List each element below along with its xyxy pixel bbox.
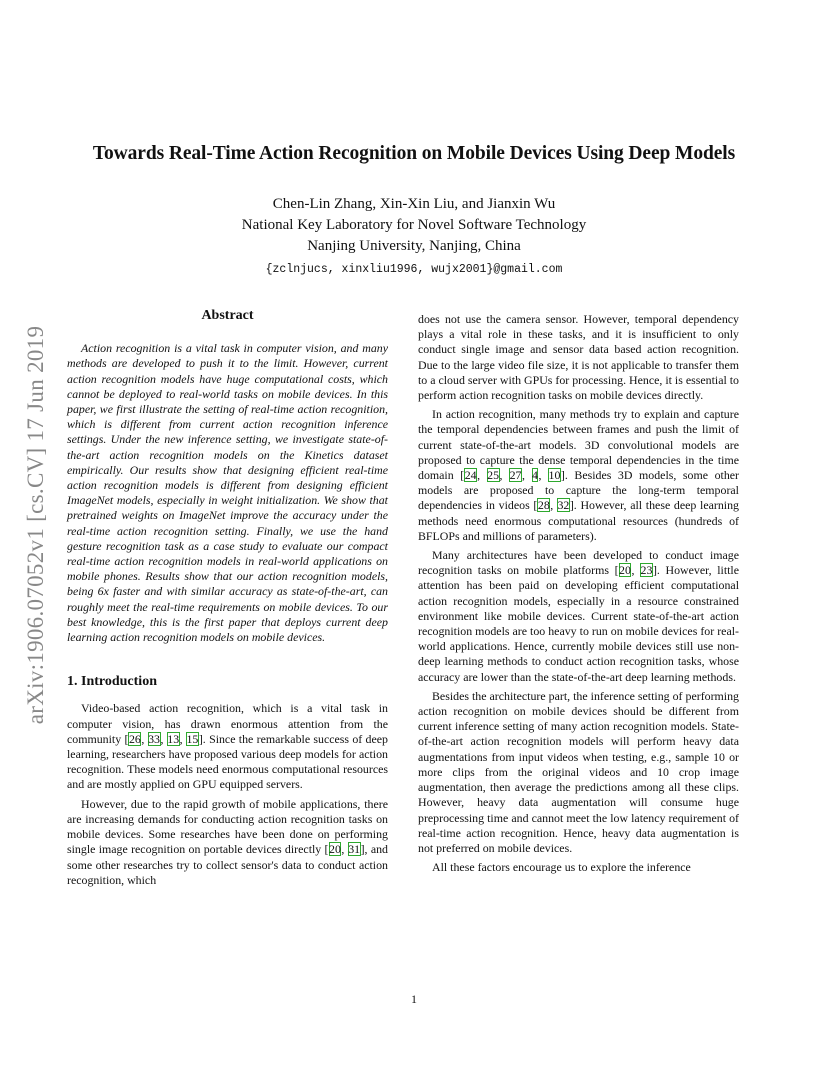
intro-paragraph-1: Video-based action recognition, which is a vital task in computer vision, has drawn enormous attention from the community [26, 33, 13, 15]. Since the remarkable success of deep learning, researchers have proposed various deep models for action recognition. These models need enormous computational resources and are mostly applied on GPU equipped servers. [67,701,388,792]
right-paragraph-1: does not use the camera sensor. However, temporal dependency plays a vital role in these tasks, and it is insufficient to only conduct single image and sensor data based action recognition. Due to the large video file size, it is not applicable to transfer them to a cloud server with GPUs for processing. Hence, it is essential to perform action recognition tasks on mobile devices directly. [418,312,739,403]
author-block [0,194,828,280]
author-names: Chen-Lin Zhang, Xin-Xin Liu, and Jianxin Wu [272,196,556,212]
arxiv-side-identifier [14,290,58,760]
citation-link[interactable]: 20 [619,563,631,578]
left-column [67,306,388,888]
citation-link[interactable]: 26 [128,731,141,746]
citation-link[interactable]: 24 [464,468,477,483]
right-column [418,312,739,875]
citation-link[interactable]: 10 [548,468,561,483]
affiliation-line-2: Nanjing University, Nanjing, China [307,238,521,254]
citation-link[interactable]: 27 [509,468,522,483]
citation-link[interactable]: 31 [348,842,361,857]
citation-link[interactable]: 4 [532,468,538,483]
right-paragraph-4: Besides the architecture part, the inference setting of performing action recognition on mobile devices should be different from current inference setting of many action recognition models. State-of-the-art action recognition models will perform heavy data augmentations from input videos when testing, e.g., sample 10 or more clips from the original videos and 10 crop image augmentation, then average the predictions among all these clips. However, heavy data augmentation will consume huge preprocessing time and cannot meet the low latency requirement of real-time action recognition. Hence, heavy data augmentation is not preferred on mobile devices. [418,688,739,855]
citation-link[interactable]: 33 [148,731,160,746]
right-paragraph-5: All these factors encourage us to explore the inference [432,860,691,875]
citation-link[interactable]: 13 [167,731,180,746]
citation-link[interactable]: 28 [537,498,550,513]
intro-paragraph-2: However, due to the rapid growth of mobile applications, there are increasing demands for conducting action recognition tasks on mobile devices. Some researches have been done on performing single image recognition on portable devices directly [20, 31], and some other researches try to collect sensor's data to conduct action recognition, which [67,796,388,887]
citation-link[interactable]: 32 [557,498,570,513]
citation-link[interactable]: 20 [329,842,341,857]
author-emails: {zclnjucs, xinxliu1996, wujx2001}@gmail.com [265,263,563,276]
citation-link[interactable]: 23 [640,563,653,578]
abstract-text: Action recognition is a vital task in computer vision, and many methods are developed to push it to the limit. However, current action recognition models have huge computational costs, which cannot be deployed to real-world tasks on mobile devices. In this paper, we first illustrate the setting of real-time action recognition, which is different from current action recognition inference settings. Under the new inference setting, we investigate state-of-the-art action recognition models on the Kinetics dataset empirically. Our results show that designing efficient real-time action recognition models is different from designing efficient ImageNet models, especially in weight initialization. We show that pretrained weights on ImageNet improve the accuracy under the real-time action recognition setting. Finally, we use the hand gesture recognition task as a case study to evaluate our compact real-time action recognition models in real-world applications on mobile phones. Results show that our action recognition models, being 6x faster and with similar accuracy as state-of-the-art, can roughly meet the real-time requirements on mobile devices. To our best knowledge, this is the first paper that deploys current deep learning action recognition models on mobile devices. [67,341,388,645]
citation-link[interactable]: 25 [487,468,500,483]
paper-title: Towards Real-Time Action Recognition on Mobile Devices Using Deep Models [92,143,736,164]
arxiv-id-text: arXiv:1906.07052v1 [cs.CV] 17 Jun 2019 [23,325,48,725]
affiliation-line-1: National Key Laboratory for Novel Software Technology [241,217,587,233]
page-number: 1 [411,992,417,1006]
abstract-heading: Abstract [201,308,254,323]
section-heading-introduction: 1. Introduction [67,674,157,690]
right-paragraph-2: In action recognition, many methods try to explain and capture the temporal dependencies between frames and push the limit of current state-of-the-art models. 3D convolutional models are proposed to capture the dense temporal dependencies in the time domain [24, 25, 27, 4, 10]. Besides 3D models, some other models are proposed to capture the long-term temporal dependencies in videos [28, 32]. However, all these deep learning methods need enormous computational resources (hundreds of BFLOPs and millions of parameters). [418,407,740,543]
citation-link[interactable]: 15 [186,731,199,746]
right-paragraph-3: Many architectures have been developed to conduct image recognition tasks on mobile platforms [20, 23]. However, little attention has been paid on developing efficient computational action recognition models, especially in a resource constrained environment like mobile devices. Current state-of-the-art action recognition models are too heavy to run on mobile devices for real-world applications. Hence, currently mobile devices still use non-deep learning methods to conduct action recognition tasks, whose accuracy are lower than the state-of-the-art deep learning methods. [418,548,740,684]
